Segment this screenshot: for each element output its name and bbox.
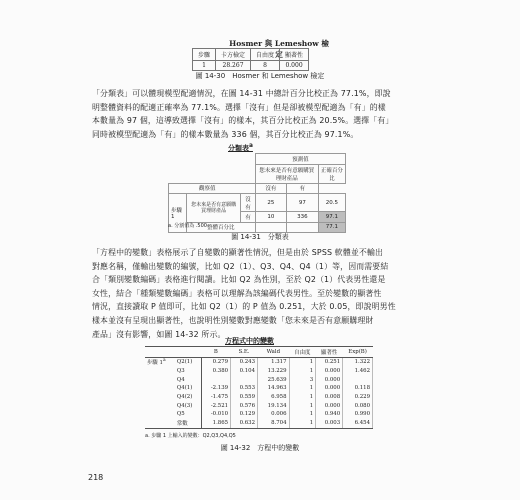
- table-cell: 0.279: [201, 358, 230, 367]
- paragraph-2: [92, 246, 422, 341]
- table-cell: 77.1: [318, 222, 345, 233]
- table-header-row: [145, 347, 373, 358]
- table-cell: 336: [287, 212, 319, 223]
- table-row: [145, 419, 373, 428]
- table-cell: 0.576: [231, 401, 258, 410]
- paragraph-line: 「方程中的變數」表格展示了自變數的顯著性情況，但是由於 SPSS 軟體並不輸出: [92, 248, 384, 257]
- table-header-row: [193, 49, 309, 61]
- class-table-footnote: a. 分割值為 .500: [168, 223, 207, 229]
- table-cell: 0.380: [201, 367, 230, 376]
- step-label-text: 步驟 1: [147, 360, 163, 367]
- table-cell: 13.229: [258, 367, 290, 376]
- paragraph-line: 同時被模型配適為「有」的樣本數量為 336 個，其百分比校正為 97.1%。: [92, 129, 359, 139]
- table-cell: 1.462: [343, 367, 373, 376]
- table-row: [145, 401, 373, 410]
- equation-variables-table: [145, 346, 373, 429]
- table-header-cell: Wald: [258, 347, 290, 358]
- figure-caption-14-30: 圖 14-30 Hosmer 和 Lemeshow 檢定: [195, 72, 325, 80]
- paragraph-line: 女性，結合「種類變數編碼」表格可以理解為該編碼代表男性。至於變數的顯著性: [92, 288, 382, 298]
- class-table-title: [228, 143, 253, 153]
- table-cell: -2.139: [201, 384, 230, 393]
- table-cell: 1: [289, 384, 316, 393]
- table-row: [145, 393, 373, 402]
- table-row: [145, 375, 373, 384]
- table-header-cell: 顯著性: [316, 347, 343, 358]
- table-cell: 0.104: [231, 367, 258, 376]
- figure-caption-14-32: 圖 14-32 方程中的變數: [220, 444, 300, 452]
- table-cell: 1.322: [343, 358, 373, 367]
- variable-label: Q4(2): [175, 393, 201, 402]
- step-superscript: a: [162, 358, 166, 364]
- table-cell: 0.006: [258, 410, 290, 419]
- table-cell: 10: [255, 212, 286, 223]
- table-cell: 97: [287, 194, 319, 212]
- table-cell: 1: [289, 410, 316, 419]
- table-cell: 0.000: [280, 61, 309, 71]
- table-cell: 0.000: [316, 375, 343, 384]
- table-cell: 20.5: [318, 194, 345, 212]
- page-number: 218: [88, 473, 104, 482]
- table-cell: 0.940: [316, 410, 343, 419]
- eq-table-title: 方程式中的變數: [225, 337, 274, 345]
- table-cell: 0.000: [316, 401, 343, 410]
- table-cell: 1: [289, 401, 316, 410]
- paragraph-1: [92, 87, 422, 141]
- step-label: 步驟 1: [169, 194, 187, 233]
- table-cell: 8: [251, 61, 280, 71]
- paragraph-line: 樣本並沒有呈現出顯著性，也說明性別變數對應變數「您未來是否有意願購理財: [92, 315, 374, 325]
- class-table-title-text: 分類表: [228, 144, 249, 153]
- eq-table-footnote: a. 步驟 1 上輸入的變數：Q2,Q3,Q4,Q5: [145, 433, 236, 439]
- table-cell: [231, 375, 258, 384]
- predicted-header: 預測值: [255, 154, 345, 165]
- paragraph-line: 合「類別變數編碼」表格進行閱讀。比如 Q2 為性別，至於 Q2（1）代表男性還是: [92, 275, 386, 285]
- variable-label: Q4(1): [175, 384, 201, 393]
- table-cell: 0.559: [231, 393, 258, 402]
- paragraph-line: 「分類表」可以體現模型配適情況，在圖 14-31 中總計百分比校正為 77.1%，即說: [92, 89, 391, 98]
- table-cell: 0.118: [343, 384, 373, 393]
- paragraph-line: 對應名稱，僅輸出變數的編號，比如 Q2（1）、Q3、Q4、Q4（1）等，因而需要結: [92, 261, 389, 271]
- table-cell: -2.521: [201, 401, 230, 410]
- table-cell: 1: [193, 61, 216, 71]
- table-header-cell: 卡方檢定: [216, 49, 251, 61]
- table-cell: 1.317: [258, 358, 290, 367]
- table-cell: 6.958: [258, 393, 290, 402]
- group-header: 您未來是否有意願購買理財產品: [255, 164, 318, 183]
- table-cell: 0.632: [231, 419, 258, 428]
- variable-label: Q4(3): [175, 401, 201, 410]
- table-row: [169, 194, 346, 212]
- table-cell: 0.229: [343, 393, 373, 402]
- table-cell: 0.243: [231, 358, 258, 367]
- table-header-cell: 顯著性: [280, 49, 309, 61]
- pct-header: 正確百分比: [318, 164, 345, 183]
- table-header-cell: 自由度: [289, 347, 316, 358]
- table-cell: 14.963: [258, 384, 290, 393]
- hl-table-title: Hosmer 與 Lemeshow 檢定: [229, 39, 329, 59]
- table-header-cell: Exp(B): [343, 347, 373, 358]
- table-cell: 8.704: [258, 419, 290, 428]
- table-cell: 1: [289, 393, 316, 402]
- var-label: 您未來是否有意願購買理財產品: [186, 194, 241, 223]
- table-cell: -1.475: [201, 393, 230, 402]
- table-cell: 25.639: [258, 375, 290, 384]
- table-cell: 3: [289, 375, 316, 384]
- variable-label: Q3: [175, 367, 201, 376]
- variable-label: Q2(1): [175, 358, 201, 367]
- table-cell: 0.000: [316, 367, 343, 376]
- classification-table: [168, 153, 346, 233]
- overall-label: 整體百分比: [186, 222, 255, 233]
- table-row: [145, 367, 373, 376]
- table-cell: 19.134: [258, 401, 290, 410]
- table-cell: 1.865: [201, 419, 230, 428]
- table-header-cell: B: [201, 347, 230, 358]
- variable-label: Q4: [175, 375, 201, 384]
- table-header-cell: 步驟: [193, 49, 216, 61]
- table-cell: 0.251: [316, 358, 343, 367]
- table-cell: [201, 375, 230, 384]
- table-cell: 1: [289, 419, 316, 428]
- table-cell: 0.000: [316, 384, 343, 393]
- table-row: [145, 410, 373, 419]
- variable-label: Q5: [175, 410, 201, 419]
- row-label: 有: [241, 212, 255, 223]
- table-cell: 0.080: [343, 401, 373, 410]
- table-cell: 6.454: [343, 419, 373, 428]
- paragraph-line: 產品」沒有影響，如圖 14-32 所示。: [92, 329, 226, 339]
- table-cell: 1: [289, 367, 316, 376]
- table-cell: 25: [255, 194, 286, 212]
- paragraph-line: 本數量為 97 個，這導致選擇「沒有」的樣本，其百分比校正為 20.5%。選擇「有」: [92, 116, 394, 126]
- table-cell: 0.990: [343, 410, 373, 419]
- table-header-cell: S.E.: [231, 347, 258, 358]
- table-cell: 0.003: [316, 419, 343, 428]
- table-cell: 0.008: [316, 393, 343, 402]
- table-row: [145, 358, 373, 367]
- hl-table: [192, 48, 309, 71]
- table-row: [145, 384, 373, 393]
- step-label: [145, 358, 175, 367]
- paragraph-line: 情況，直接讀取 P 值即可，比如 Q2（1）的 P 值為 0.251，大於 0.05，即說明男性: [92, 302, 396, 312]
- variable-label: 常數: [175, 419, 201, 428]
- title-superscript: a: [249, 143, 253, 149]
- table-cell: 0.553: [231, 384, 258, 393]
- table-header-cell: [175, 347, 201, 358]
- figure-caption-14-31: 圖 14-31 分類表: [231, 233, 289, 241]
- table-cell: [343, 375, 373, 384]
- observed-header: 觀察值: [169, 183, 256, 194]
- table-row: [193, 61, 309, 71]
- table-cell: 1: [289, 358, 316, 367]
- row-label: 沒有: [241, 194, 255, 212]
- table-cell: -0.010: [201, 410, 230, 419]
- col-no-header: 沒有: [255, 183, 286, 194]
- table-cell: 28.267: [216, 61, 251, 71]
- table-cell: 97.1: [318, 212, 345, 223]
- table-header-cell: 自由度: [251, 49, 280, 61]
- col-yes-header: 有: [287, 183, 319, 194]
- table-cell: 0.129: [231, 410, 258, 419]
- paragraph-line: 明整體資料的配適正確率為 77.1%。選擇「沒有」但是卻被模型配適為「有」的樣: [92, 102, 386, 112]
